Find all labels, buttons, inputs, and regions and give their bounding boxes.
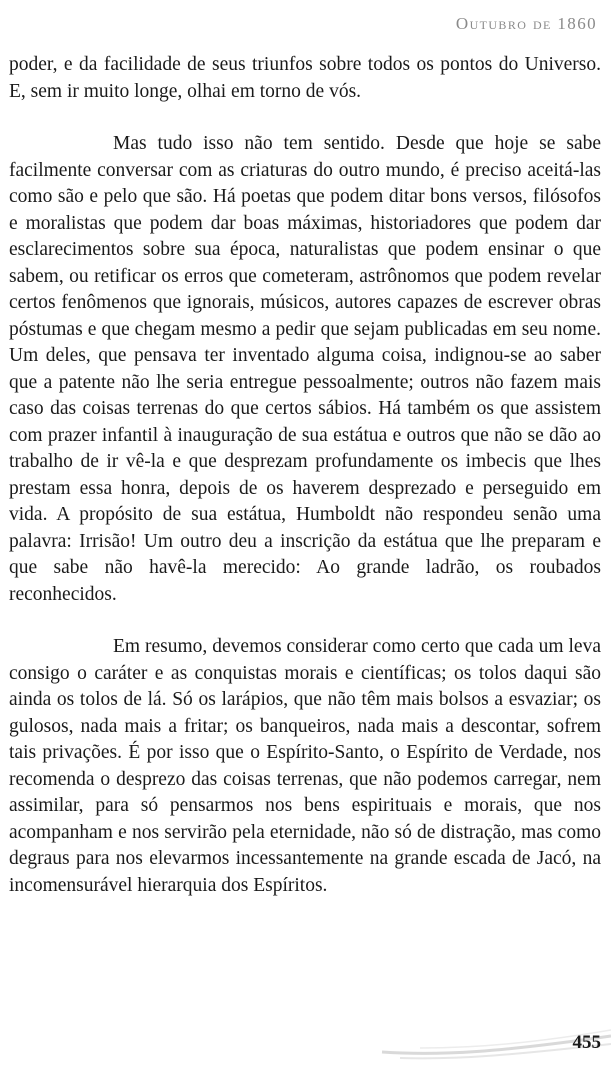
body-text [9, 52, 601, 899]
paragraph-continuation: poder, e da facilidade de seus triunfos sobre todos os pontos do Universo. E, sem ir muito longe, olhai em torno de vós. [9, 54, 601, 102]
page-footer [380, 1022, 611, 1066]
paragraph: Mas tudo isso não tem sentido. Desde que hoje se sabe facilmente conversar com as criaturas do outro mundo, é preciso aceitá-las como são e pelo que são. Há poetas que podem ditar bons versos, filósofos e moralistas que podem dar boas máximas, historiadores que podem dar esclarecimentos sobre sua época, naturalistas que podem ensinar o que sabem, ou retificar os erros que cometeram, astrônomos que podem revelar certos fenômenos que ignorais, músicos, autores capazes de escrever obras póstumas e que chegam mesmo a pedir que sejam publicadas em seu nome. Um deles, que pensava ter inventado alguma coisa, indignou-se ao saber que a patente não lhe seria entregue pessoalmente; outros não fazem mais caso das coisas terrenas do que certos sábios. Há também os que assistem com prazer infantil à inauguração de sua estátua e outros que não se dão ao trabalho de ir vê-la e que desprezam profundamente os imbecis que lhes prestam essa honra, depois de os haverem desprezado e perseguido em vida. A propósito de sua estátua, Humboldt não respondeu senão uma palavra: Irrisão! Um outro deu a inscrição da estátua que lhe preparam e que sabe não havê-la merecido: Ao grande ladrão, os roubados reconhecidos. [9, 133, 601, 605]
paragraph: Em resumo, devemos considerar como certo que cada um leva consigo o caráter e as conquistas morais e científicas; os tolos daqui são ainda os tolos de lá. Só os larápios, que não têm mais bolsos a esvaziar; os gulosos, nada mais a fritar; os banqueiros, nada mais a descontar, sofrem tais privações. É por isso que o Espírito-Santo, o Espírito de Verdade, nos recomenda o desprezo das coisas terrenas, que não podemos carregar, nem assimilar, para só pensarmos nos bens espirituais e morais, que nos acompanham e nos servirão pela eternidade, não só de distração, mas como degraus para nos elevarmos incessantemente na grande escada de Jacó, na incomensurável hierarquia dos Espíritos. [9, 636, 601, 896]
running-header: Outubro de 1860 [455, 14, 597, 33]
page-number: 455 [572, 1032, 601, 1053]
